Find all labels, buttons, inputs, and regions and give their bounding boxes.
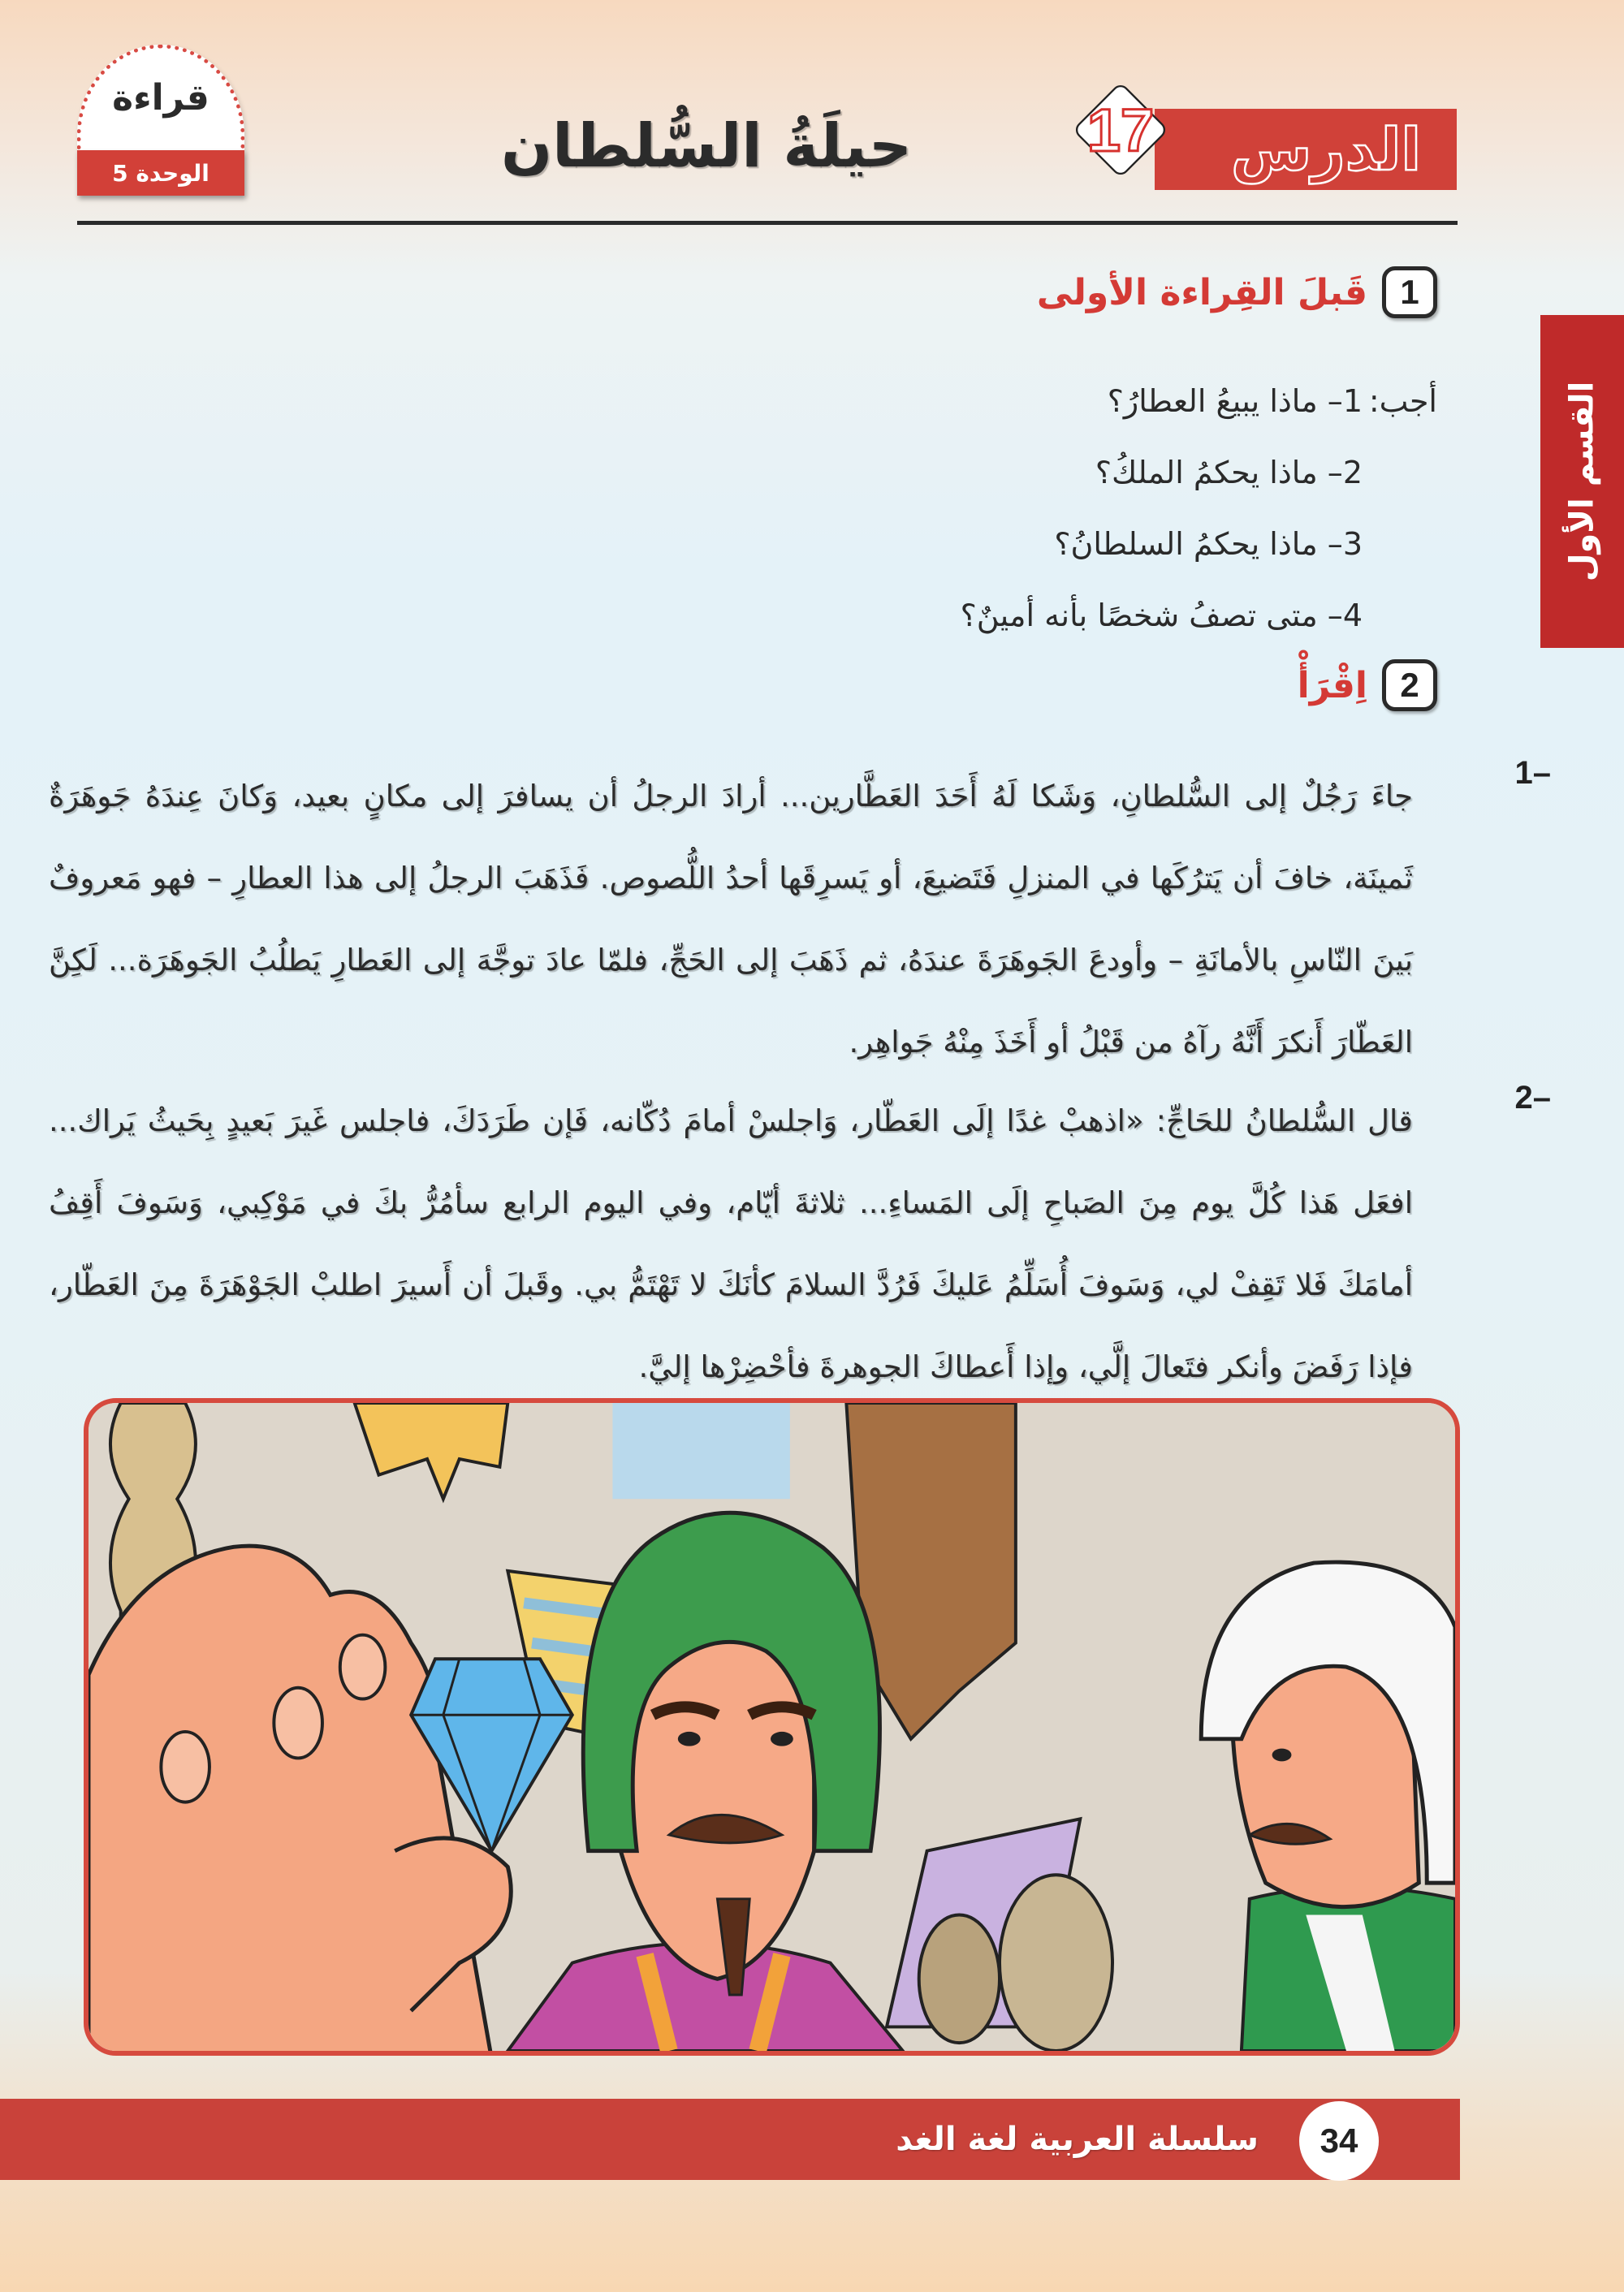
paragraph-number: 1–	[1514, 755, 1551, 791]
reading-paragraph	[49, 755, 1551, 1083]
illustration-scene	[89, 1403, 1455, 2051]
paragraph-text: جاءَ رَجُلٌ إلى السُّلطانِ، وَشَكا لَهُ أَحَدَ العَطَّارين... أرادَ الرجلُ أن يسافرَ إلى مكانٍ بعيد، وَكانَ عِندَهُ جَوهَرَةٌ ثَمينَة، خافَ أن يَترُكَها في المنزلِ فَتَضيعَ، أو يَسرِقَها أحدُ اللُّصوص. فَذَهَبَ الرجلُ إلى هذا العطارِ – فهو مَعروفٌ بَينَ النّاسِ بالأمانَةِ – وأودعَ الجَوهَرَةَ عندَهُ، ثم ذَهَبَ إلى الحَجِّ، فلمّا عادَ توجَّهَ إلى العَطارِ يَطلُبُ الجَوهَرَة... لَكِنَّ العَطّارَ أَنكرَ أَنَّهُ رآهُ من قَبْلُ أو أَخَذَ مِنْهُ جَواهِر.	[49, 779, 1413, 1060]
side-tab-section	[1540, 315, 1624, 648]
question-item	[706, 437, 1437, 508]
story-illustration	[84, 1398, 1460, 2056]
question-prefix: أجب:	[1368, 383, 1437, 419]
question-text: 3– ماذا يحكمُ السلطانُ؟	[1054, 526, 1363, 562]
lesson-banner	[1155, 109, 1457, 190]
question-item	[706, 580, 1437, 651]
paragraph-text: قال السُّلطانُ للحَاجِّ: «اذهبْ غدًا إلَى العَطّار، وَاجلسْ أمامَ دُكّانه، فَإن طَرَدَكَ، فاجلس غَيرَ بَعيدٍ بِحَيثُ يَراك... افعَل هَذا كُلَّ يوم مِنَ الصَباحِ إلَى المَساءِ... ثلاثةَ أيّام، وفي اليوم الرابع سأمُرُّ بكَ في مَوْكِبي، وَسَوفَ أَقِفُ أمامَكَ فَلا تَقِفْ لي، وَسَوفَ أُسَلِّمُ عَليكَ فَرُدَّ السلامَ كأنَكَ لا تَهْتَمُّ بي. وقَبلَ أن أَسيرَ اطلبْ الجَوْهَرَةَ مِنَ العَطّار، فإذا رَفَضَ وأنكر فتَعالَ إلَّي، وإذا أَعطاكَ الجوهرةَ فأحْضِرْها إليَّ.	[49, 1103, 1413, 1384]
lesson-label: الدرس	[1230, 115, 1422, 183]
question-text: 2– ماذا يحكمُ الملكُ؟	[1095, 455, 1363, 490]
side-tab-label: القسم الأول	[1563, 381, 1601, 582]
section-1-heading	[1037, 266, 1437, 318]
badge-unit-label: الوحدة 5	[77, 150, 244, 196]
section-title: اِقْرَأْ	[1297, 664, 1367, 706]
lesson-number: 17	[1086, 96, 1155, 164]
question-item	[706, 365, 1437, 437]
badge-skill-label: قراءة	[112, 77, 209, 119]
lesson-number-badge	[1056, 65, 1186, 195]
page-title: حيلَةُ السُّلطان	[500, 111, 913, 181]
question-text: 1– ماذا يبيعُ العطارُ؟	[1107, 383, 1363, 419]
section-title: قَبلَ القِراءة الأولى	[1036, 271, 1367, 313]
section-number-badge: 2	[1382, 659, 1437, 711]
unit-badge	[77, 45, 244, 196]
section-2-heading	[1298, 659, 1437, 711]
reading-paragraph	[49, 1080, 1551, 1408]
question-list	[706, 365, 1437, 651]
question-item	[706, 508, 1437, 580]
paragraph-number: 2–	[1514, 1080, 1551, 1116]
section-number-badge: 1	[1382, 266, 1437, 318]
question-text: 4– متى تصفُ شخصًا بأنه أمينٌ؟	[960, 598, 1363, 633]
page-number: 34	[1299, 2101, 1379, 2181]
header-divider	[77, 221, 1458, 225]
series-title: سلسلة العربية لغة الغد	[896, 2121, 1259, 2158]
